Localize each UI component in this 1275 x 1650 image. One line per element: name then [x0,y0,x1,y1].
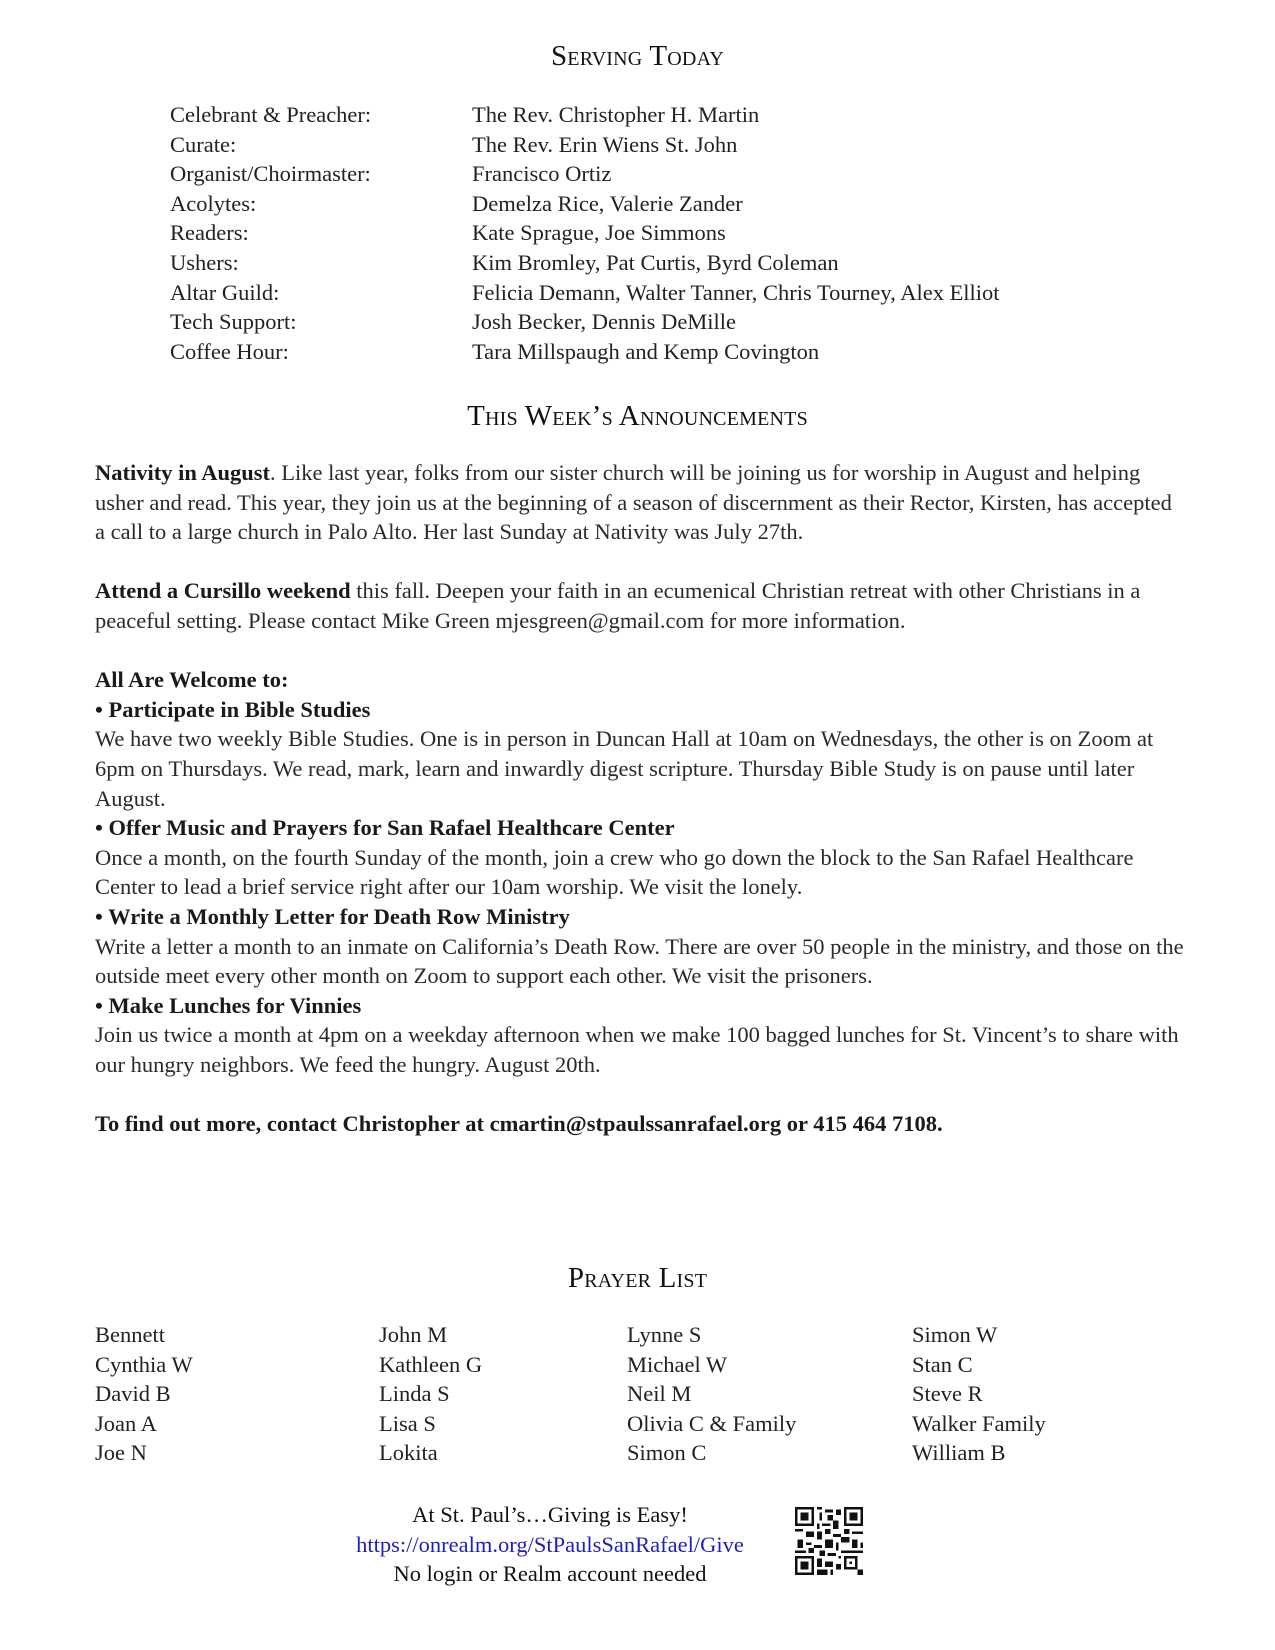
giving-link[interactable]: https://onrealm.org/StPaulsSanRafael/Give [356,1531,744,1557]
prayer-name: Joan A [95,1410,157,1436]
serving-row [170,248,1000,278]
prayer-column [912,1320,1112,1468]
ministry-title-text: • Write a Monthly Letter for Death Row Ministry [95,903,570,929]
ministry-description: Join us twice a month at 4pm on a weekday afternoon when we make 100 bagged lunches for St. Vincent’s to share with our hungry neighbors. We feed the hungry. August 20th. [95,1022,1179,1077]
prayer-name: Michael W [627,1351,728,1377]
prayer-name: Neil M [627,1381,692,1407]
prayer-name: Simon C [627,1440,707,1466]
role-names: Josh Becker, Dennis DeMille [472,309,737,335]
giving-tagline: At St. Paul’s…Giving is Easy! [412,1502,688,1527]
announcements-heading: This Week’s Announcements [467,400,808,432]
role-label: Tech Support: [170,309,297,335]
ministry-title [95,813,1185,843]
prayer-column [379,1320,627,1468]
role-label: Celebrant & Preacher: [170,102,372,127]
prayer-name: Olivia C & Family [627,1410,797,1436]
role-label: Acolytes: [170,190,257,216]
cursillo-text: this fall. Deepen your faith in an ecumenical Christian retreat with other Christians in a peaceful setting. Please contact Mike Green mjesgreen@gmail.com for more information. [95,578,1141,633]
role-names: Kim Bromley, Pat Curtis, Byrd Coleman [472,249,839,275]
prayer-name: Linda S [379,1381,450,1407]
prayer-name: Joe N [95,1440,147,1466]
role-label: Ushers: [170,249,239,275]
prayer-name: Lisa S [379,1410,436,1436]
prayer-name: John M [379,1322,448,1347]
role-names: Tara Millspaugh and Kemp Covington [472,338,820,364]
prayer-name: Walker Family [912,1410,1046,1436]
giving-block [300,1500,800,1589]
prayer-name: Kathleen G [379,1351,483,1377]
serving-table [170,100,1000,366]
giving-note: No login or Realm account needed [393,1561,707,1587]
cursillo-lead: Attend a Cursillo weekend [95,578,351,604]
ministry-description: Write a letter a month to an inmate on California’s Death Row. There are over 50 people in the ministry, and those on the outside meet every other month on Zoom to support each other. We visit the prisoners. [95,933,1184,989]
ministry-title [95,902,1185,932]
role-names: Francisco Ortiz [472,161,612,187]
prayer-name: Cynthia W [95,1351,193,1377]
prayer-name: William B [912,1440,1006,1466]
prayer-name: Steve R [912,1381,983,1407]
prayer-name: Bennett [95,1322,165,1347]
role-names: Felicia Demann, Walter Tanner, Chris Tourney, Alex Elliot [472,279,1000,305]
announcements-body [95,458,1185,1139]
serving-row [170,189,1000,219]
serving-row [170,218,1000,248]
serving-row [170,100,1000,130]
ministry-description: Once a month, on the fourth Sunday of the month, join a crew who go down the block to the San Rafael Healthcare Center to lead a brief service right after our 10am worship. We visit the lonely. [95,844,1134,900]
serving-row [170,278,1000,308]
role-label: Coffee Hour: [170,338,289,364]
prayer-list-heading: Prayer List [567,1262,708,1294]
ministry-title [95,695,1185,725]
contact-line [95,1109,1185,1139]
serving-row [170,130,1000,160]
ministry-title-text: • Offer Music and Prayers for San Rafael Healthcare Center [95,815,675,841]
nativity-text: . Like last year, folks from our sister church will be joining us for worship in August and helping usher and read. This year, they join us at the beginning of a season of discernment as their Rector, Kirsten, has accepted a call to a large church in Palo Alto. Her last Sunday at Nativity was July 27th. [95,460,1172,545]
role-names: The Rev. Erin Wiens St. John [472,131,738,157]
qr-code-icon[interactable] [795,1507,863,1575]
role-names: Demelza Rice, Valerie Zander [472,190,743,216]
ministry-description: We have two weekly Bible Studies. One is in person in Duncan Hall at 10am on Wednesdays, the other is on Zoom at 6pm on Thursdays. We read, mark, learn and inwardly digest scripture. Thursday Bible Study is on pause until later August. [95,726,1154,811]
nativity-lead: Nativity in August [95,460,271,485]
role-label: Readers: [170,220,249,246]
contact-text: To find out more, contact Christopher at cmartin@stpaulssanrafael.org or 415 464 7108. [95,1111,943,1137]
prayer-column [627,1320,912,1468]
prayer-name: Lokita [379,1440,438,1466]
serving-row [170,159,1000,189]
ministry-title-text: • Participate in Bible Studies [95,696,371,722]
serving-today-heading: Serving Today [550,40,725,72]
role-label: Altar Guild: [170,279,280,305]
role-label: Organist/Choirmaster: [170,161,371,187]
prayer-name: David B [95,1381,171,1407]
prayer-name: Stan C [912,1351,973,1377]
cursillo-announcement [95,576,1185,635]
ministry-title [95,991,1185,1021]
role-label: Curate: [170,131,237,157]
ministry-title-text: • Make Lunches for Vinnies [95,992,362,1018]
welcome-heading [95,665,1185,695]
serving-row [170,337,1000,367]
welcome-heading-text: All Are Welcome to: [95,667,289,693]
prayer-name: Simon W [912,1322,998,1347]
prayer-name: Lynne S [627,1322,702,1347]
prayer-list [95,1320,1112,1468]
serving-row [170,307,1000,337]
role-names: The Rev. Christopher H. Martin [472,102,760,127]
nativity-announcement [95,458,1185,547]
prayer-column [95,1320,379,1468]
role-names: Kate Sprague, Joe Simmons [472,220,726,246]
